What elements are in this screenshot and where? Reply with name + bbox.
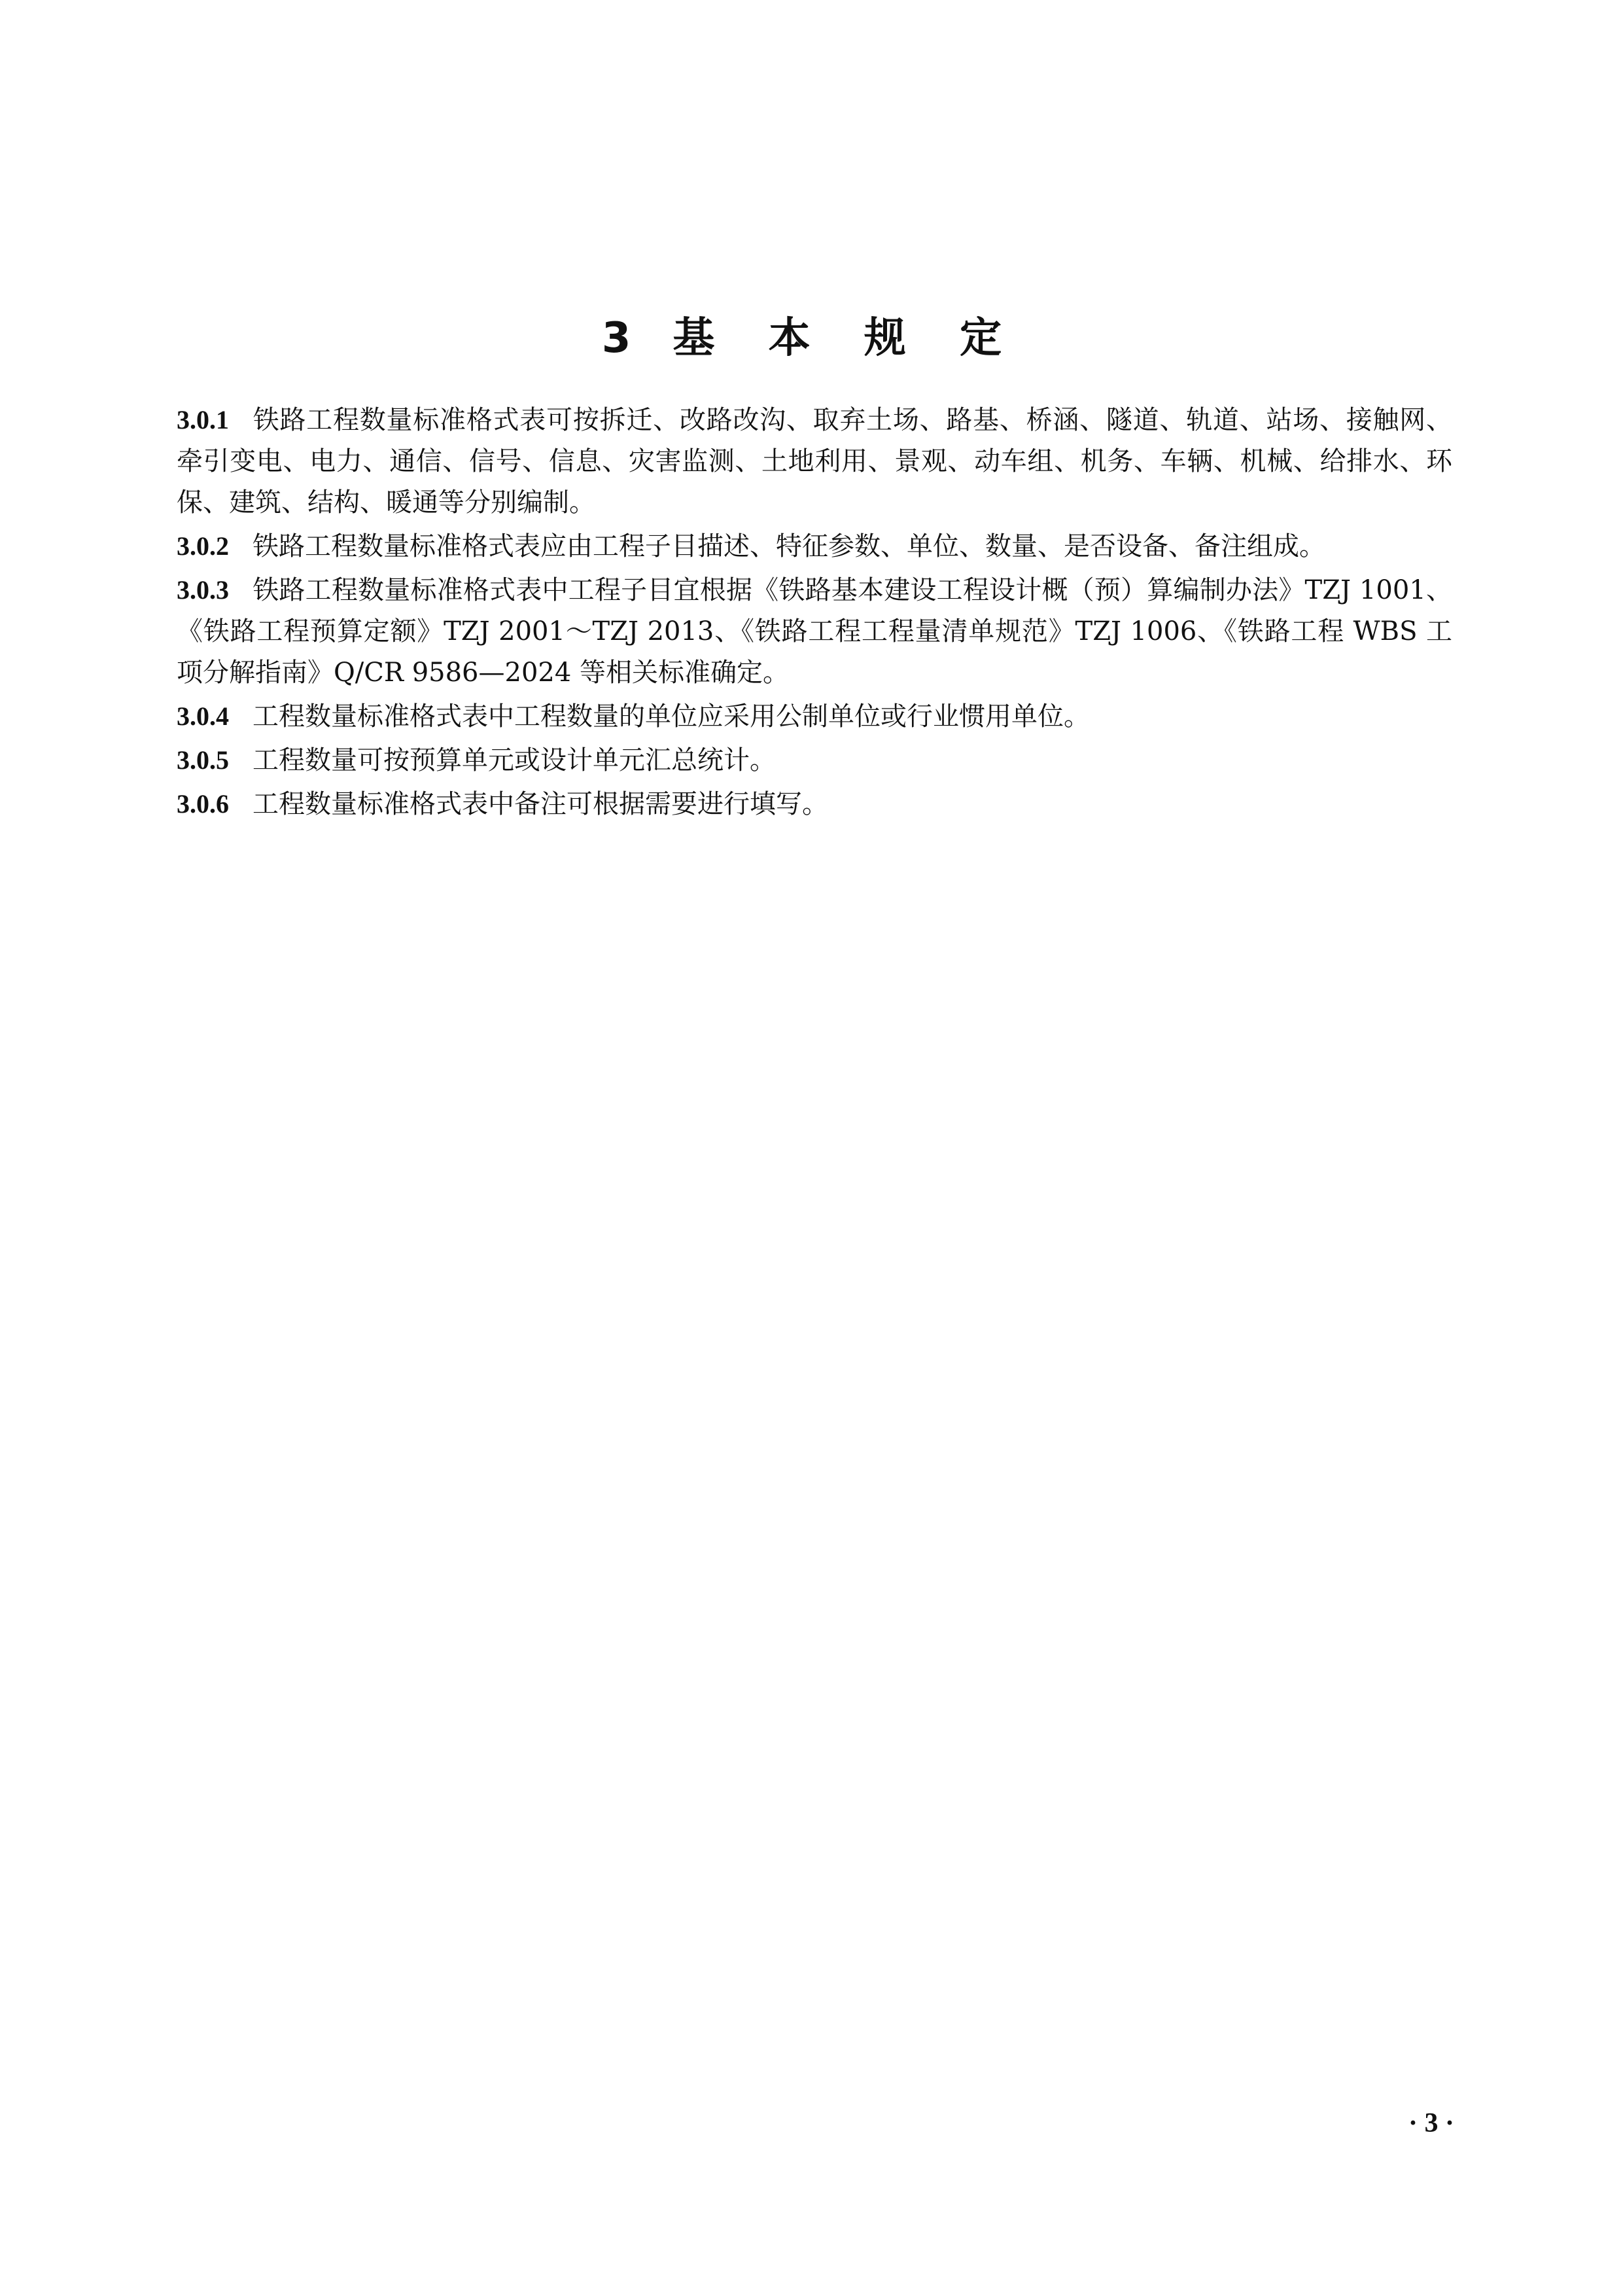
clause-3-0-2 <box>177 525 1452 567</box>
clause-number: 3.0.4 <box>177 701 229 731</box>
clause-text: 工程数量可按预算单元或设计单元汇总统计。 <box>253 745 776 775</box>
clause-text: 工程数量标准格式表中备注可根据需要进行填写。 <box>253 789 828 819</box>
page-number: · 3 · <box>1408 2108 1454 2138</box>
clause-3-0-6 <box>177 783 1452 825</box>
clause-list <box>177 399 1452 827</box>
chapter-number: 3 <box>601 314 631 362</box>
clause-3-0-1 <box>177 399 1452 523</box>
clause-3-0-3 <box>177 569 1452 694</box>
clause-3-0-5 <box>177 739 1452 781</box>
clause-text: 铁路工程数量标准格式表可按拆迁、改路改沟、取弃土场、路基、桥涵、隧道、轨道、站场、接触网、牵引变电、电力、通信、信号、信息、灾害监测、土地利用、景观、动车组、机务、车辆、机械、给排水、环保、建筑、结构、暖通等分别编制。 <box>177 405 1452 518</box>
chapter-title <box>0 309 1623 368</box>
chapter-name: 基 本 规 定 <box>672 314 1022 362</box>
clause-number: 3.0.2 <box>177 531 229 561</box>
clause-number: 3.0.5 <box>177 745 229 775</box>
clause-number: 3.0.6 <box>177 789 229 819</box>
clause-text: 铁路工程数量标准格式表中工程子目宜根据《铁路基本建设工程设计概（预）算编制办法》TZJ 1001、《铁路工程预算定额》TZJ 2001～TZJ 2013、《铁路工程工程量清单规范》TZJ 1006、《铁路工程 WBS 工项分解指南》Q/CR 9586—2024 等相关标准确定。 <box>177 575 1452 688</box>
clause-text: 铁路工程数量标准格式表应由工程子目描述、特征参数、单位、数量、是否设备、备注组成。 <box>253 531 1325 561</box>
clause-3-0-4 <box>177 696 1452 737</box>
clause-number: 3.0.1 <box>177 405 229 434</box>
clause-number: 3.0.3 <box>177 575 229 605</box>
clause-text: 工程数量标准格式表中工程数量的单位应采用公制单位或行业惯用单位。 <box>253 701 1090 732</box>
